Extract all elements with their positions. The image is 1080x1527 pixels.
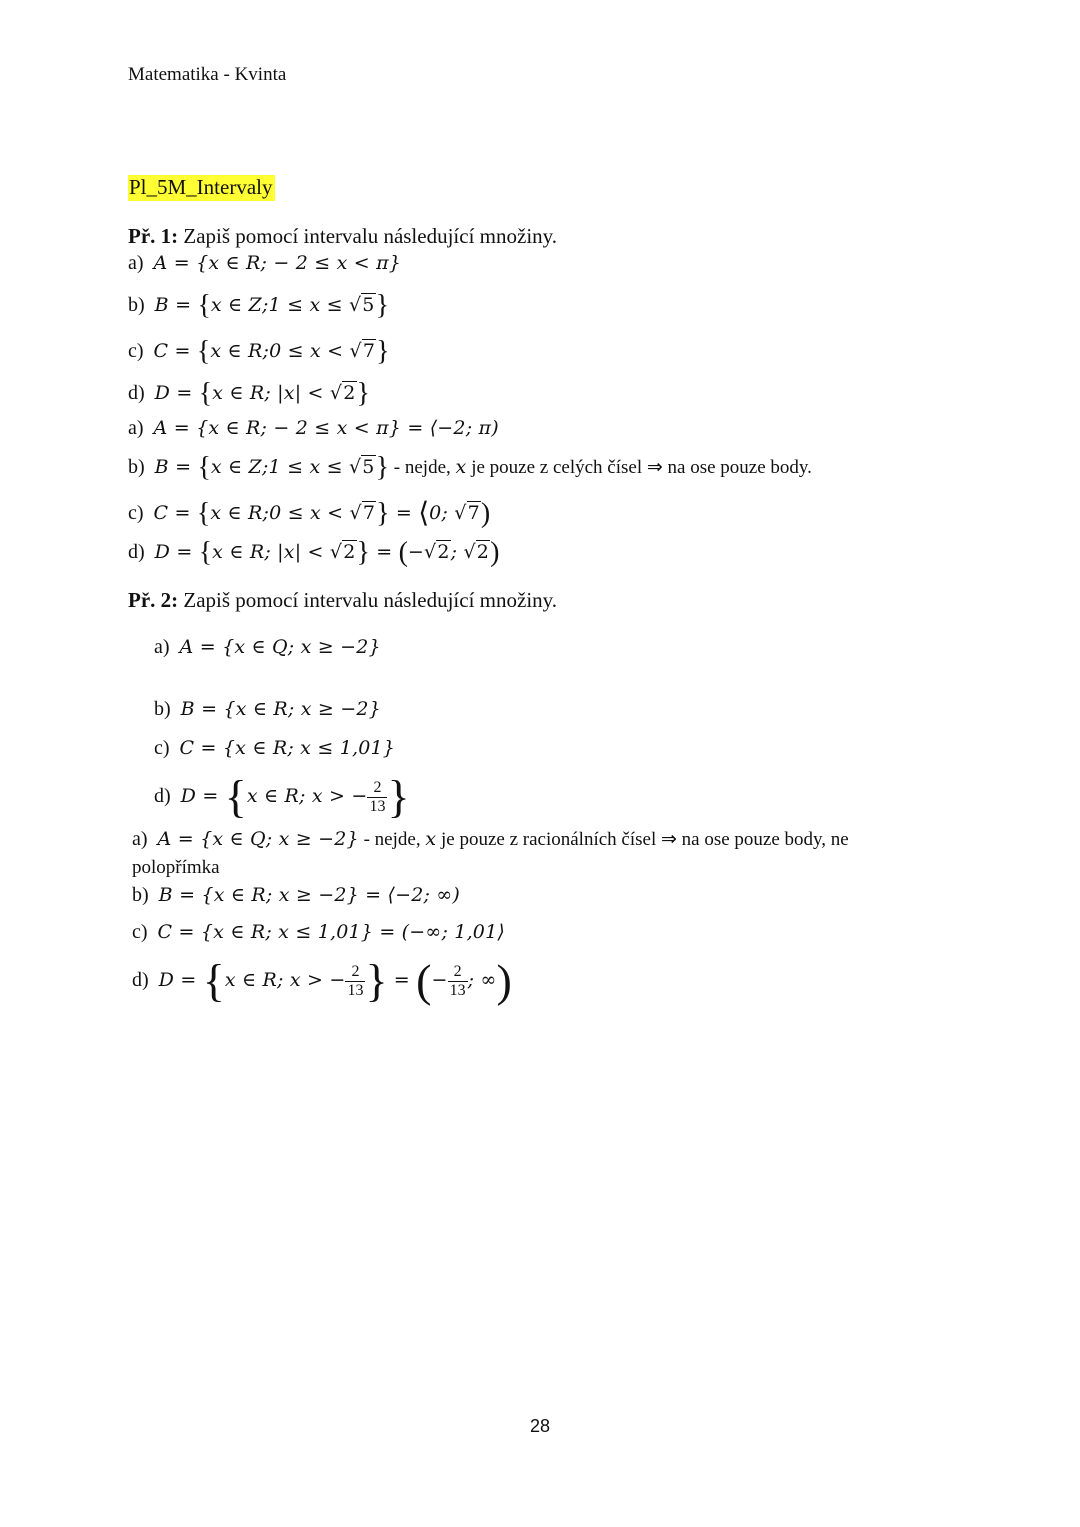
- page-number: 28: [529, 1416, 551, 1436]
- task-1-answer-a: a) A = {x ∈ R; − 2 ≤ x < π} = ⟨−2; π): [128, 417, 499, 439]
- task-1-item-d: d) D = {x ∈ R; |x| < √2}: [128, 378, 370, 409]
- task-2-answer-d: d) D = {x ∈ R; x > − $\frac{2}{13}$ } = (− $\frac{2}{13}$ ; ∞): [132, 955, 512, 1006]
- task-1-label: Př. 1:: [128, 224, 179, 248]
- task-2-answer-c: c) C = {x ∈ R; x ≤ 1,01} = (−∞; 1,01⟩: [132, 921, 506, 943]
- task-1-item-a: a) A = {x ∈ R; − 2 ≤ x < π}: [128, 252, 402, 274]
- topic-title-highlighted: Pl_5M_Intervaly: [128, 175, 275, 201]
- task-2-item-a: a) A = {x ∈ Q; x ≥ −2}: [154, 636, 381, 658]
- task-1-text: Zapiš pomocí intervalu následující množiny.: [178, 224, 558, 248]
- task-1-answer-c: c) C = {x ∈ R;0 ≤ x < √7} = ⟨0; √7): [128, 498, 491, 529]
- task-1-item-c: c) C = {x ∈ R;0 ≤ x < √7}: [128, 336, 390, 367]
- task-2-answer-a: a) A = {x ∈ Q; x ≥ −2} - nejde, x je pouze z racionálních čísel ⇒ na ose pouze body, ne: [132, 828, 849, 850]
- task-1-answer-d: d) D = {x ∈ R; |x| < √2} = (−√2; √2): [128, 537, 500, 568]
- page-header: Matematika - Kvinta: [128, 64, 287, 85]
- task-1-heading: [128, 224, 557, 249]
- task-2-item-b: b) B = {x ∈ R; x ≥ −2}: [154, 698, 381, 720]
- task-1-item-b: b) B = {x ∈ Z;1 ≤ x ≤ √5}: [128, 290, 390, 321]
- task-2-heading: [128, 588, 557, 613]
- task-2-item-d: d) D = {x ∈ R; x > − $\frac{2}{13}$ }: [154, 771, 410, 822]
- task-2-answer-a-continuation: polopřímka: [132, 857, 220, 878]
- task-2-text: Zapiš pomocí intervalu následující množiny.: [178, 588, 558, 612]
- task-2-answer-b: b) B = {x ∈ R; x ≥ −2} = ⟨−2; ∞): [132, 884, 461, 906]
- task-1-answer-b: b) B = {x ∈ Z;1 ≤ x ≤ √5} - nejde, x je pouze z celých čísel ⇒ na ose pouze body.: [128, 452, 812, 483]
- task-2-item-c: c) C = {x ∈ R; x ≤ 1,01}: [154, 737, 396, 759]
- fraction: $\frac{2}{13}$: [369, 778, 386, 815]
- task-2-label: Př. 2:: [128, 588, 179, 612]
